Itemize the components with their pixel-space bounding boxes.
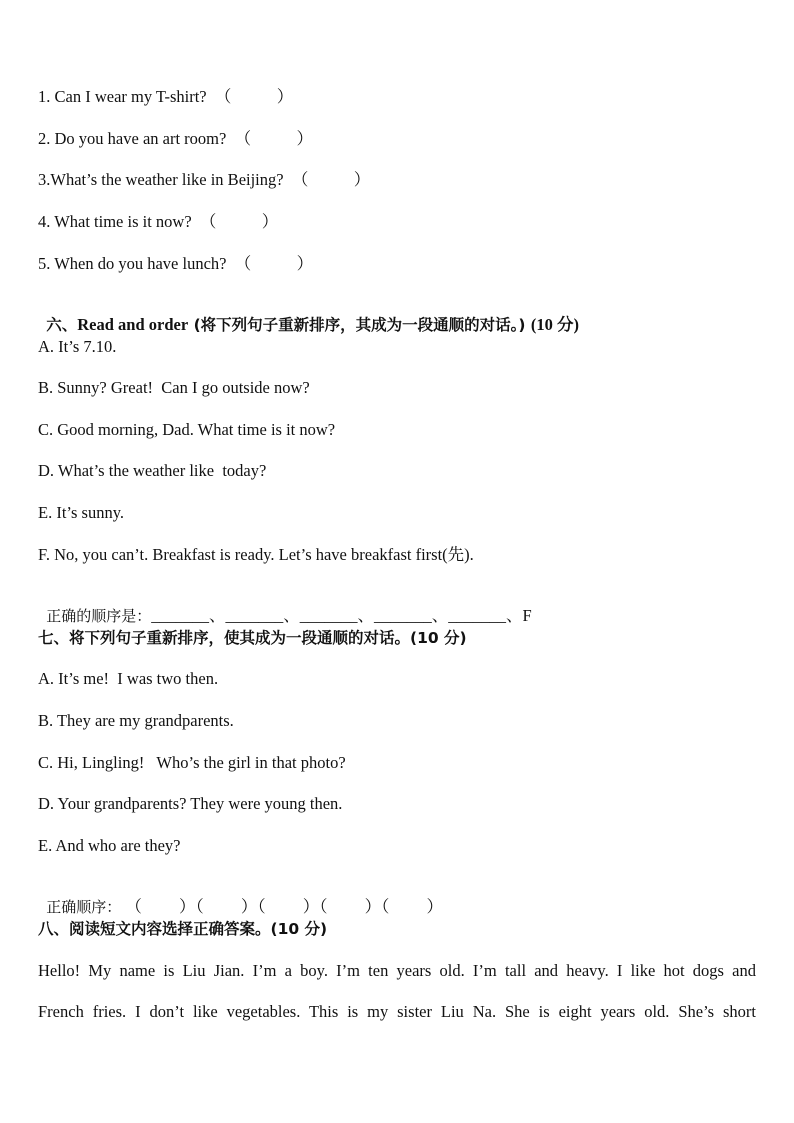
section-6-item-a: A. It’s 7.10.: [38, 337, 117, 356]
section-6-item-d: D. What’s the weather like today?: [38, 461, 267, 480]
section-6-answer-blanks: _______、_______、_______、_______、_______、F: [151, 606, 532, 625]
section-6-title-en: Read and order: [77, 315, 189, 334]
section-7-answer-blanks: （ ）（ ）（ ）（ ）（ ）: [121, 897, 444, 916]
section-6-item-b: B. Sunny? Great! Can I go outside now?: [38, 378, 310, 397]
section-6-heading: [38, 295, 579, 335]
section-6-item-e: E. It’s sunny.: [38, 503, 125, 522]
section-7-item-b: B. They are my grandparents.: [38, 711, 234, 730]
section-7-item-a: A. It’s me! I was two then.: [38, 669, 219, 688]
question-1: 1. Can I wear my T-shirt? （ ）: [38, 87, 294, 106]
section-6-item-f: F. No, you can’t. Breakfast is ready. Let’s have breakfast first(先).: [38, 545, 474, 564]
section-6-item-c: C. Good morning, Dad. What time is it now?: [38, 420, 336, 439]
section-6-points: (10 分): [530, 315, 580, 334]
passage-line-1: Hello! My name is Liu Jian. I’m a boy. I’m ten years old. I’m tall and heavy. I like hot dogs and: [38, 961, 756, 980]
section-7-answer-line: [38, 877, 443, 917]
section-7-heading: 七、将下列句子重新排序，使其成为一段通顺的对话。(10 分): [38, 629, 467, 647]
section-6-title-cn: (将下列句子重新排序，其成为一段通顺的对话。): [188, 316, 531, 334]
section-6-answer-line: [38, 586, 532, 626]
section-6-number: 六、: [46, 316, 78, 334]
passage-line-2: French fries. I don’t like vegetables. This is my sister Liu Na. She is eight years old. She’s short: [38, 1002, 756, 1021]
section-8-heading: 八、阅读短文内容选择正确答案。(10 分): [38, 920, 328, 938]
question-5: 5. When do you have lunch? （ ）: [38, 254, 314, 273]
question-3: 3.What’s the weather like in Beijing? （ ）: [38, 170, 371, 189]
section-7-item-d: D. Your grandparents? They were young then.: [38, 794, 343, 813]
question-4: 4. What time is it now? （ ）: [38, 212, 279, 231]
section-7-item-e: E. And who are they?: [38, 836, 181, 855]
question-2: 2. Do you have an art room? （ ）: [38, 129, 313, 148]
section-7-answer-label: 正确顺序：: [46, 898, 122, 916]
section-6-answer-label: 正确的顺序是：: [46, 607, 152, 625]
section-7-item-c: C. Hi, Lingling! Who’s the girl in that photo?: [38, 753, 346, 772]
